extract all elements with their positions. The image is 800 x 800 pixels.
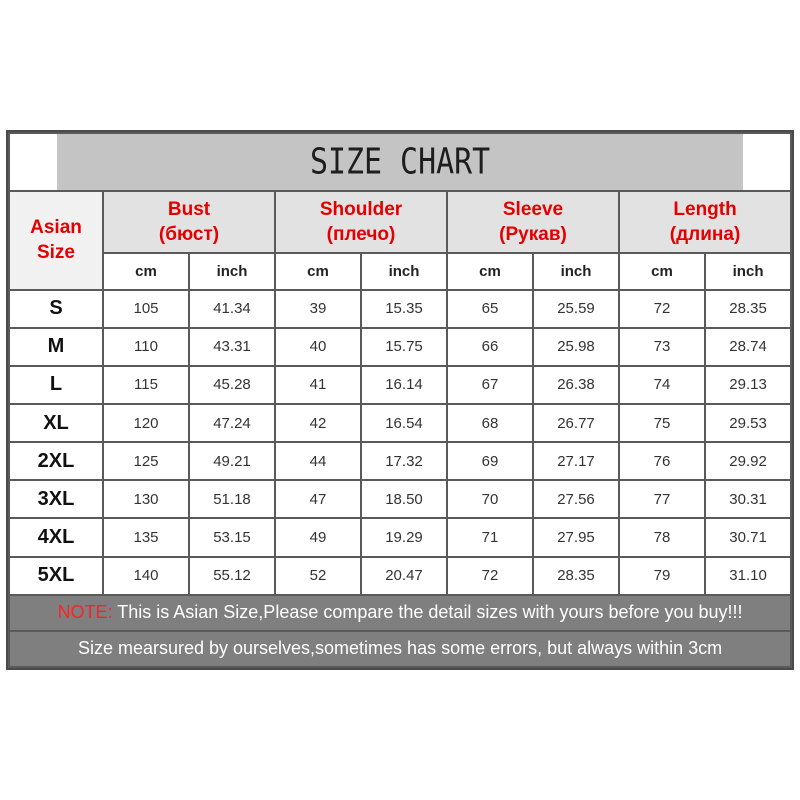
measurement-cell: 26.77 xyxy=(533,404,619,442)
size-chart xyxy=(6,130,794,670)
units-row xyxy=(9,253,791,289)
measurement-cell: 29.13 xyxy=(705,366,791,404)
measurement-cell: 73 xyxy=(619,328,705,366)
measurement-cell: 43.31 xyxy=(189,328,275,366)
note-row xyxy=(9,595,791,631)
measurement-cell: 66 xyxy=(447,328,533,366)
measurement-cell: 71 xyxy=(447,518,533,556)
table-row xyxy=(9,518,791,556)
table-row xyxy=(9,442,791,480)
measurement-cell: 72 xyxy=(447,557,533,595)
note-text: This is Asian Size,Please compare the detail sizes with yours before you buy!!! xyxy=(112,602,743,623)
measurement-cell: 15.35 xyxy=(361,290,447,328)
measurement-cell: 135 xyxy=(103,518,189,556)
table-row xyxy=(9,328,791,366)
measurement-cell: 15.75 xyxy=(361,328,447,366)
measurement-cell: 41.34 xyxy=(189,290,275,328)
measurement-cell: 77 xyxy=(619,480,705,518)
measurement-cell: 28.35 xyxy=(705,290,791,328)
unit-header: inch xyxy=(361,253,447,289)
unit-header: cm xyxy=(275,253,361,289)
measurement-cell: 110 xyxy=(103,328,189,366)
size-label: XL xyxy=(9,404,103,442)
note-label: NOTE: xyxy=(57,602,113,623)
measurement-cell: 79 xyxy=(619,557,705,595)
measurement-cell: 25.59 xyxy=(533,290,619,328)
unit-header: cm xyxy=(103,253,189,289)
measurement-cell: 42 xyxy=(275,404,361,442)
measurement-cell: 20.47 xyxy=(361,557,447,595)
measurement-cell: 53.15 xyxy=(189,518,275,556)
unit-header: cm xyxy=(447,253,533,289)
measurement-cell: 41 xyxy=(275,366,361,404)
measurement-cell: 55.12 xyxy=(189,557,275,595)
measurement-cell: 52 xyxy=(275,557,361,595)
measurement-cell: 65 xyxy=(447,290,533,328)
size-rows xyxy=(9,290,791,595)
group-header-bust: Bust (бюст) xyxy=(103,191,275,253)
measurement-cell: 30.31 xyxy=(705,480,791,518)
unit-header: cm xyxy=(619,253,705,289)
unit-header: inch xyxy=(533,253,619,289)
measurement-cell: 70 xyxy=(447,480,533,518)
measurement-cell: 27.95 xyxy=(533,518,619,556)
measurement-cell: 31.10 xyxy=(705,557,791,595)
measurement-cell: 49.21 xyxy=(189,442,275,480)
table-row xyxy=(9,290,791,328)
measurement-cell: 130 xyxy=(103,480,189,518)
measurement-cell: 18.50 xyxy=(361,480,447,518)
measurement-cell: 68 xyxy=(447,404,533,442)
table-row xyxy=(9,557,791,595)
measurement-cell: 47 xyxy=(275,480,361,518)
measurement-cell: 120 xyxy=(103,404,189,442)
measurement-cell: 28.35 xyxy=(533,557,619,595)
measurement-cell: 115 xyxy=(103,366,189,404)
measurement-cell: 78 xyxy=(619,518,705,556)
group-header-shoulder: Shoulder (плечо) xyxy=(275,191,447,253)
measurement-cell: 140 xyxy=(103,557,189,595)
size-label: S xyxy=(9,290,103,328)
measurement-cell: 25.98 xyxy=(533,328,619,366)
table-row xyxy=(9,480,791,518)
group-header-sleeve: Sleeve (Рукав) xyxy=(447,191,619,253)
measurement-cell: 76 xyxy=(619,442,705,480)
measurement-cell: 74 xyxy=(619,366,705,404)
measurement-cell: 49 xyxy=(275,518,361,556)
group-header-length: Length (длина) xyxy=(619,191,791,253)
unit-header: inch xyxy=(189,253,275,289)
measurement-cell: 125 xyxy=(103,442,189,480)
size-label: 3XL xyxy=(9,480,103,518)
size-label: 2XL xyxy=(9,442,103,480)
size-chart-table xyxy=(8,132,792,668)
measurement-cell: 72 xyxy=(619,290,705,328)
measurement-cell: 19.29 xyxy=(361,518,447,556)
measurement-cell: 26.38 xyxy=(533,366,619,404)
unit-header: inch xyxy=(705,253,791,289)
table-row xyxy=(9,366,791,404)
asian-size-header: Asian Size xyxy=(9,191,103,289)
size-label: 4XL xyxy=(9,518,103,556)
measurement-cell: 40 xyxy=(275,328,361,366)
measurement-cell: 44 xyxy=(275,442,361,480)
size-label: 5XL xyxy=(9,557,103,595)
measurement-cell: 16.54 xyxy=(361,404,447,442)
size-label: M xyxy=(9,328,103,366)
measurement-cell: 39 xyxy=(275,290,361,328)
measurement-cell: 27.17 xyxy=(533,442,619,480)
footer-note: Size mearsured by ourselves,sometimes has some errors, but always within 3cm xyxy=(9,631,791,667)
measurement-cell: 17.32 xyxy=(361,442,447,480)
measurement-cell: 27.56 xyxy=(533,480,619,518)
measurement-cell: 69 xyxy=(447,442,533,480)
measurement-cell: 16.14 xyxy=(361,366,447,404)
measurement-cell: 67 xyxy=(447,366,533,404)
measurement-cell: 75 xyxy=(619,404,705,442)
measurement-cell: 30.71 xyxy=(705,518,791,556)
measurement-cell: 45.28 xyxy=(189,366,275,404)
measurement-cell: 51.18 xyxy=(189,480,275,518)
measurement-cell: 29.53 xyxy=(705,404,791,442)
measurement-cell: 47.24 xyxy=(189,404,275,442)
measurement-cell: 28.74 xyxy=(705,328,791,366)
measurement-cell: 105 xyxy=(103,290,189,328)
measurement-cell: 29.92 xyxy=(705,442,791,480)
table-row xyxy=(9,404,791,442)
chart-title: SIZE CHART xyxy=(56,133,744,191)
size-label: L xyxy=(9,366,103,404)
